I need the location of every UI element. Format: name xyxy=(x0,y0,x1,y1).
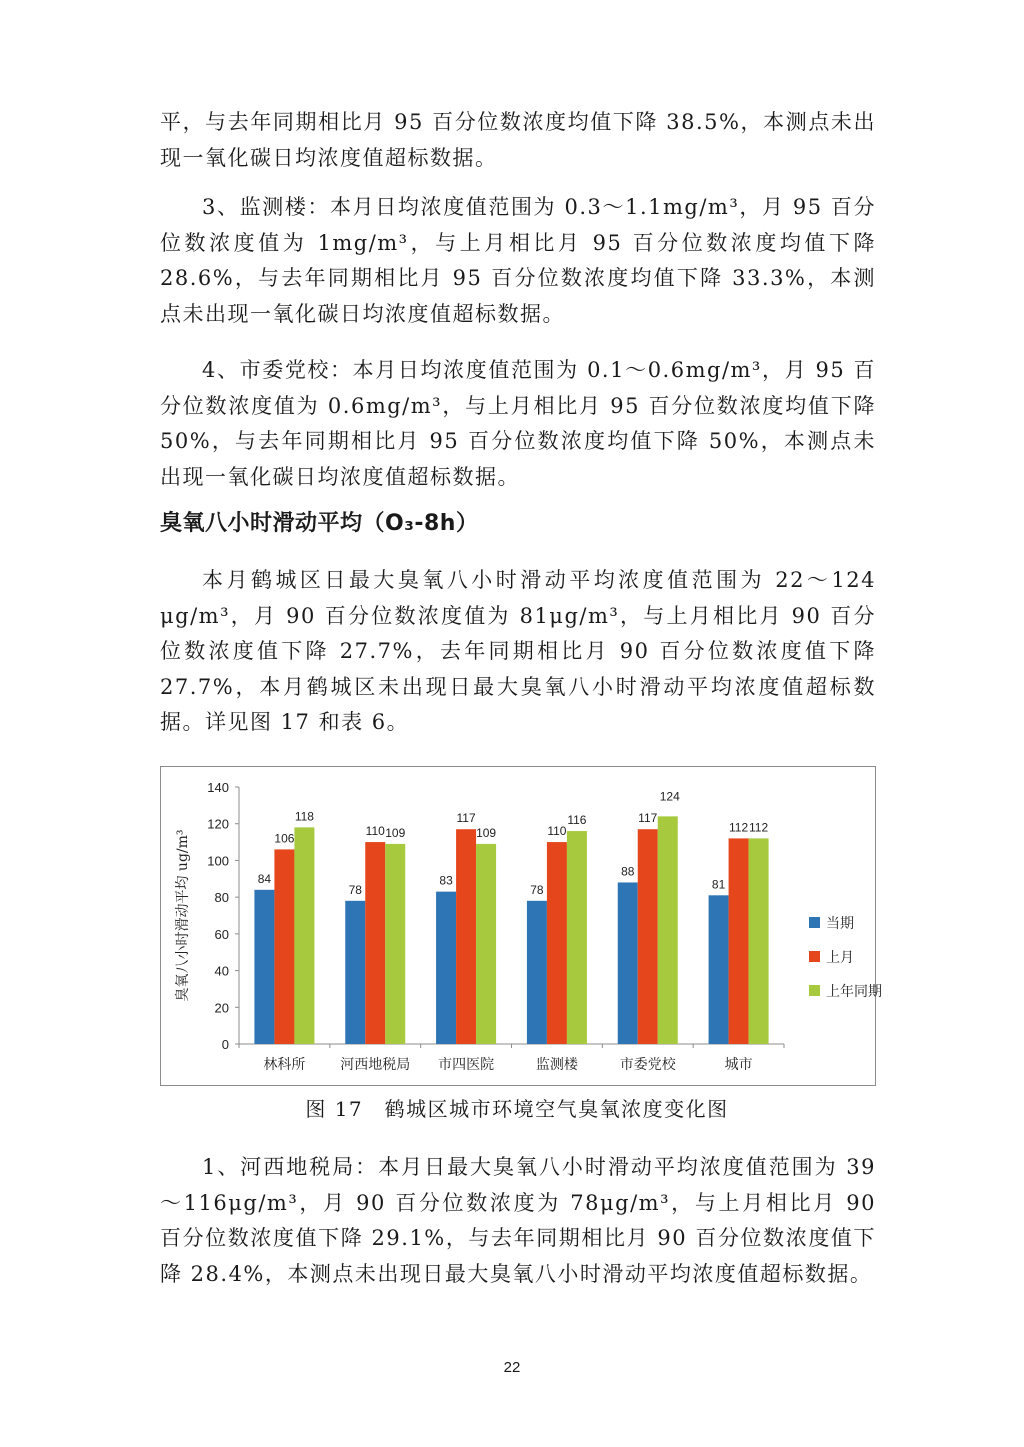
bar xyxy=(365,842,385,1044)
bar xyxy=(274,849,294,1044)
bar xyxy=(254,890,274,1044)
bar xyxy=(638,829,658,1044)
bar-value-label: 88 xyxy=(621,864,635,879)
bar xyxy=(476,844,496,1044)
section-heading-ozone: 臭氧八小时滑动平均（O₃-8h） xyxy=(160,511,479,536)
x-category-label: 河西地税局 xyxy=(340,1057,411,1073)
bar-value-label: 109 xyxy=(385,825,406,840)
bar xyxy=(294,827,314,1044)
legend-swatch xyxy=(809,985,820,996)
bar xyxy=(567,831,587,1044)
y-tick-label: 80 xyxy=(214,890,229,906)
bar-value-label: 117 xyxy=(638,811,658,826)
y-tick-label: 140 xyxy=(207,780,229,795)
bar xyxy=(527,901,547,1044)
bar xyxy=(658,816,678,1044)
y-axis-label: 臭氧八小时滑动平均 ug/m³ xyxy=(175,829,191,1002)
bar-value-label: 78 xyxy=(348,882,362,897)
bar-value-label: 84 xyxy=(257,871,272,886)
paragraph-hexi-tax-ozone: 1、河西地税局：本月日最大臭氧八小时滑动平均浓度值范围为 39～116μg/m³，月 90 百分位数浓度为 78μg/m³，与上月相比月 90 百分位数浓度值下降 29.1%，与去年同期相比月 90 百分位数浓度值下降 28.4%，本测点未出现日最大臭氧八小时滑动平均浓度值超标数据。 xyxy=(160,1155,876,1286)
paragraph-co-summary-end: 平，与去年同期相比月 95 百分位数浓度均值下降 38.5%，本测点未出现一氧化碳日均浓度值超标数据。 xyxy=(160,110,876,170)
bar-value-label: 81 xyxy=(711,877,726,892)
legend-label: 当期 xyxy=(826,916,854,932)
legend-swatch xyxy=(809,951,820,962)
y-tick-label: 60 xyxy=(214,926,229,942)
bar xyxy=(709,895,729,1044)
y-tick-label: 20 xyxy=(214,1000,229,1016)
x-category-label: 市委党校 xyxy=(619,1057,676,1073)
x-category-label: 市四医院 xyxy=(438,1057,495,1073)
paragraph-party-school-co: 4、市委党校：本月日均浓度值范围为 0.1～0.6mg/m³，月 95 百分位数浓度值为 0.6mg/m³，与上月相比月 95 百分位数浓度均值下降 50%，与去年同期相比月 95 百分位数浓度均值下降 50%，本测点未出现一氧化碳日均浓度值超标数据。 xyxy=(160,358,876,489)
ozone-bar-chart xyxy=(160,766,882,1086)
bar-value-label: 118 xyxy=(294,809,314,824)
chart-svg xyxy=(161,767,882,1085)
bar-value-label: 116 xyxy=(567,813,587,828)
bar-value-label: 78 xyxy=(530,882,544,897)
y-tick-label: 0 xyxy=(221,1037,229,1052)
bar xyxy=(547,842,567,1044)
bar-value-label: 106 xyxy=(274,831,295,846)
bar-value-label: 109 xyxy=(476,825,497,840)
y-tick-label: 120 xyxy=(207,816,229,832)
x-category-label: 监测楼 xyxy=(535,1057,578,1073)
bar-value-label: 112 xyxy=(729,820,749,835)
bar xyxy=(436,892,456,1044)
bar-value-label: 117 xyxy=(456,811,476,826)
x-category-label: 林科所 xyxy=(263,1057,306,1073)
legend-label: 上月 xyxy=(826,950,854,966)
legend-swatch xyxy=(809,917,820,928)
paragraph-ozone-summary: 本月鹤城区日最大臭氧八小时滑动平均浓度值范围为 22～124 μg/m³，月 90 百分位数浓度值为 81μg/m³，与上月相比月 90 百分位数浓度值下降 27.7%，去年同期相比月 90 百分位数浓度值下降 27.7%，本月鹤城区未出现日最大臭氧八小时滑动平均浓度值超标数据。详见图 17 和表 6。 xyxy=(160,568,876,734)
y-tick-label: 40 xyxy=(214,963,229,979)
bar xyxy=(618,882,638,1044)
bar xyxy=(749,838,769,1044)
figure-caption: 图 17 鹤城区城市环境空气臭氧浓度变化图 xyxy=(305,1097,729,1121)
bar-value-label: 112 xyxy=(749,820,769,835)
paragraph-monitoring-building-co: 3、监测楼：本月日均浓度值范围为 0.3～1.1mg/m³，月 95 百分位数浓度值为 1mg/m³，与上月相比月 95 百分位数浓度均值下降 28.6%，与去年同期相比月 95 百分位数浓度均值下降 33.3%，本测点未出现一氧化碳日均浓度值超标数据。 xyxy=(160,195,876,326)
bar xyxy=(385,844,405,1044)
bar-value-label: 110 xyxy=(365,824,385,839)
x-category-label: 城市 xyxy=(724,1057,753,1073)
bar xyxy=(729,838,749,1044)
bar xyxy=(345,901,365,1044)
bar-value-label: 83 xyxy=(439,873,453,888)
y-tick-label: 100 xyxy=(207,853,229,869)
bar xyxy=(456,829,476,1044)
bar-value-label: 124 xyxy=(659,789,680,804)
legend-label: 上年同期 xyxy=(826,984,882,1000)
page-number: 22 xyxy=(503,1359,521,1376)
bar-value-label: 110 xyxy=(547,824,567,839)
